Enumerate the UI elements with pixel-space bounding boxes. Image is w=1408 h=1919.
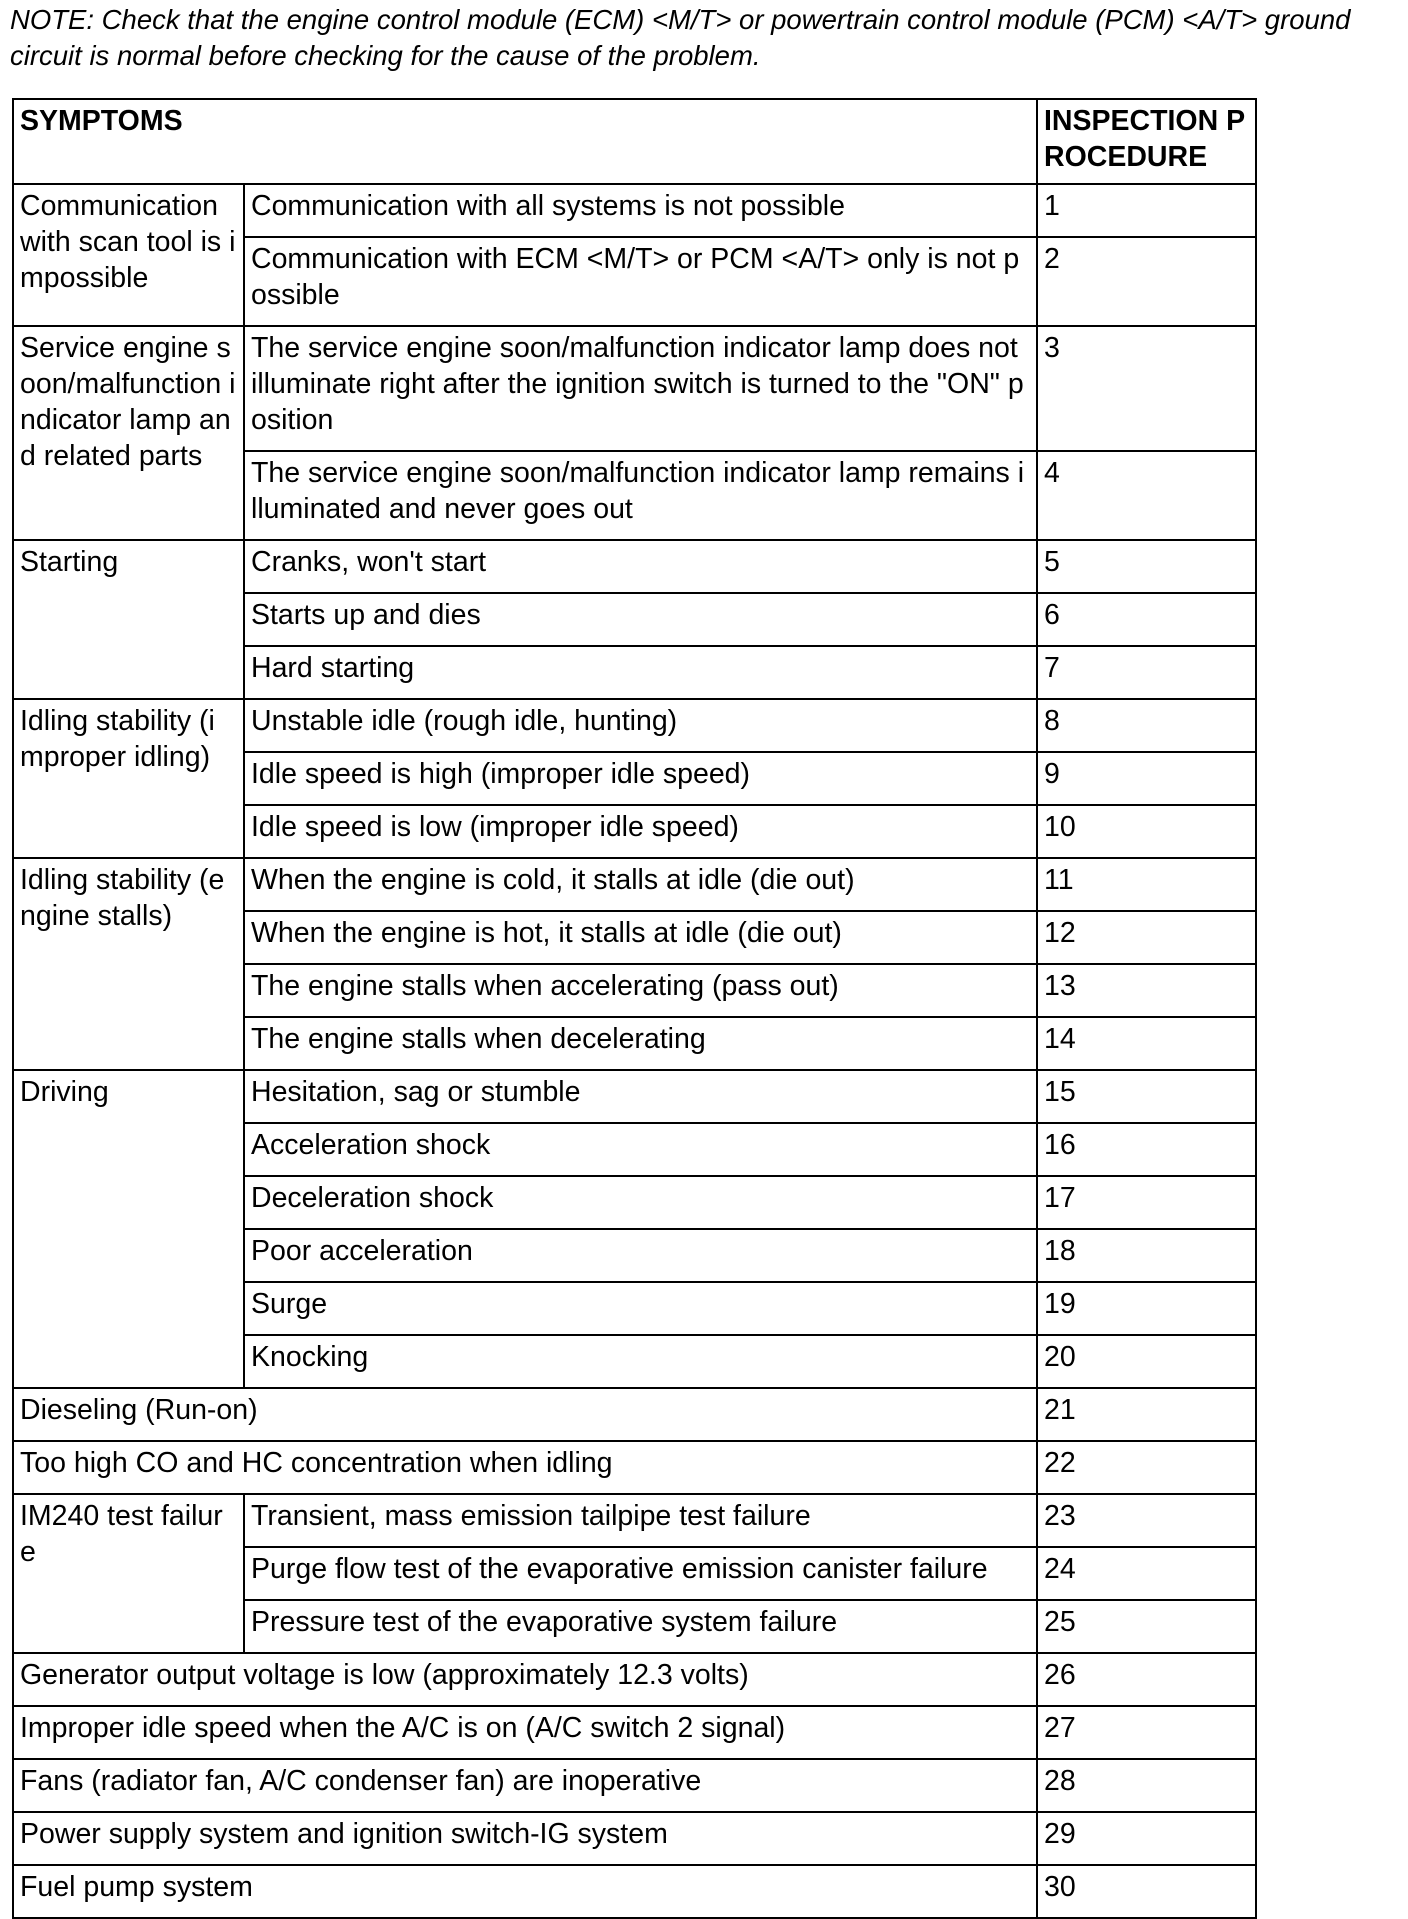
category-cell: Idling stability (engine stalls) [13,858,244,1070]
procedure-cell: 4 [1037,451,1256,540]
procedure-cell: 6 [1037,593,1256,646]
table-row [13,1865,1256,1918]
procedure-cell: 1 [1037,184,1256,237]
symptom-cell: Hard starting [244,646,1037,699]
symptom-cell: The service engine soon/malfunction indicator lamp remains illuminated and never goes out [244,451,1037,540]
symptom-cell: Unstable idle (rough idle, hunting) [244,699,1037,752]
note-text: NOTE: Check that the engine control module (ECM) <M/T> or powertrain control module (PCM) <A/T> ground circuit is normal before checking for the cause of the problem. [10,4,1351,71]
procedure-cell: 26 [1037,1653,1256,1706]
table-body [13,184,1256,1918]
symptom-cell: Power supply system and ignition switch-IG system [13,1812,1037,1865]
category-cell: Starting [13,540,244,699]
procedure-cell: 7 [1037,646,1256,699]
symptom-cell: Idle speed is high (improper idle speed) [244,752,1037,805]
category-cell: Idling stability (improper idling) [13,699,244,858]
procedure-cell: 14 [1037,1017,1256,1070]
table-row [13,699,1256,752]
symptom-cell: Improper idle speed when the A/C is on (A/C switch 2 signal) [13,1706,1037,1759]
procedure-cell: 24 [1037,1547,1256,1600]
symptom-cell: When the engine is hot, it stalls at idle (die out) [244,911,1037,964]
category-cell: IM240 test failure [13,1494,244,1653]
symptom-cell: The engine stalls when decelerating [244,1017,1037,1070]
table-row [13,1441,1256,1494]
procedure-cell: 10 [1037,805,1256,858]
procedure-cell: 27 [1037,1706,1256,1759]
symptom-cell: Fans (radiator fan, A/C condenser fan) are inoperative [13,1759,1037,1812]
symptom-cell: Dieseling (Run-on) [13,1388,1037,1441]
procedure-cell: 19 [1037,1282,1256,1335]
table-row [13,1388,1256,1441]
procedure-cell: 16 [1037,1123,1256,1176]
table-row [13,1706,1256,1759]
symptom-cell: Knocking [244,1335,1037,1388]
procedure-cell: 28 [1037,1759,1256,1812]
symptom-cell: Deceleration shock [244,1176,1037,1229]
table-row [13,1070,1256,1123]
table-row [13,1759,1256,1812]
category-cell: Driving [13,1070,244,1388]
procedure-cell: 20 [1037,1335,1256,1388]
procedure-cell: 25 [1037,1600,1256,1653]
procedure-cell: 11 [1037,858,1256,911]
symptom-cell: Surge [244,1282,1037,1335]
symptom-cell: Too high CO and HC concentration when idling [13,1441,1037,1494]
procedure-cell: 18 [1037,1229,1256,1282]
table-row [13,540,1256,593]
symptoms-table [12,98,1257,1919]
procedure-cell: 2 [1037,237,1256,326]
symptom-cell: Generator output voltage is low (approximately 12.3 volts) [13,1653,1037,1706]
procedure-cell: 21 [1037,1388,1256,1441]
symptom-cell: Hesitation, sag or stumble [244,1070,1037,1123]
symptom-cell: Cranks, won't start [244,540,1037,593]
symptom-cell: Poor acceleration [244,1229,1037,1282]
procedure-cell: 23 [1037,1494,1256,1547]
symptom-cell: The engine stalls when accelerating (pass out) [244,964,1037,1017]
procedure-cell: 12 [1037,911,1256,964]
category-cell: Service engine soon/malfunction indicator lamp and related parts [13,326,244,540]
procedure-cell: 5 [1037,540,1256,593]
header-row [13,99,1256,184]
symptom-cell: The service engine soon/malfunction indicator lamp does not illuminate right after the ignition switch is turned to the "ON" position [244,326,1037,451]
table-row [13,1494,1256,1547]
procedure-cell: 8 [1037,699,1256,752]
procedure-cell: 29 [1037,1812,1256,1865]
symptom-cell: Idle speed is low (improper idle speed) [244,805,1037,858]
procedure-cell: 9 [1037,752,1256,805]
symptom-cell: Communication with ECM <M/T> or PCM <A/T> only is not possible [244,237,1037,326]
symptom-cell: Acceleration shock [244,1123,1037,1176]
table-row [13,184,1256,237]
symptom-cell: Pressure test of the evaporative system failure [244,1600,1037,1653]
procedure-cell: 15 [1037,1070,1256,1123]
category-cell: Communication with scan tool is impossible [13,184,244,326]
header-symptoms: SYMPTOMS [13,99,1037,184]
header-inspection-procedure: INSPECTION PROCEDURE [1037,99,1256,184]
procedure-cell: 3 [1037,326,1256,451]
procedure-cell: 22 [1037,1441,1256,1494]
symptom-cell: When the engine is cold, it stalls at idle (die out) [244,858,1037,911]
table-row [13,1812,1256,1865]
procedure-cell: 13 [1037,964,1256,1017]
table-row [13,326,1256,451]
symptom-cell: Communication with all systems is not possible [244,184,1037,237]
procedure-cell: 17 [1037,1176,1256,1229]
table-row [13,1653,1256,1706]
symptom-cell: Transient, mass emission tailpipe test failure [244,1494,1037,1547]
table-row [13,858,1256,911]
procedure-cell: 30 [1037,1865,1256,1918]
symptom-cell: Fuel pump system [13,1865,1037,1918]
symptom-cell: Purge flow test of the evaporative emission canister failure [244,1547,1037,1600]
symptom-cell: Starts up and dies [244,593,1037,646]
